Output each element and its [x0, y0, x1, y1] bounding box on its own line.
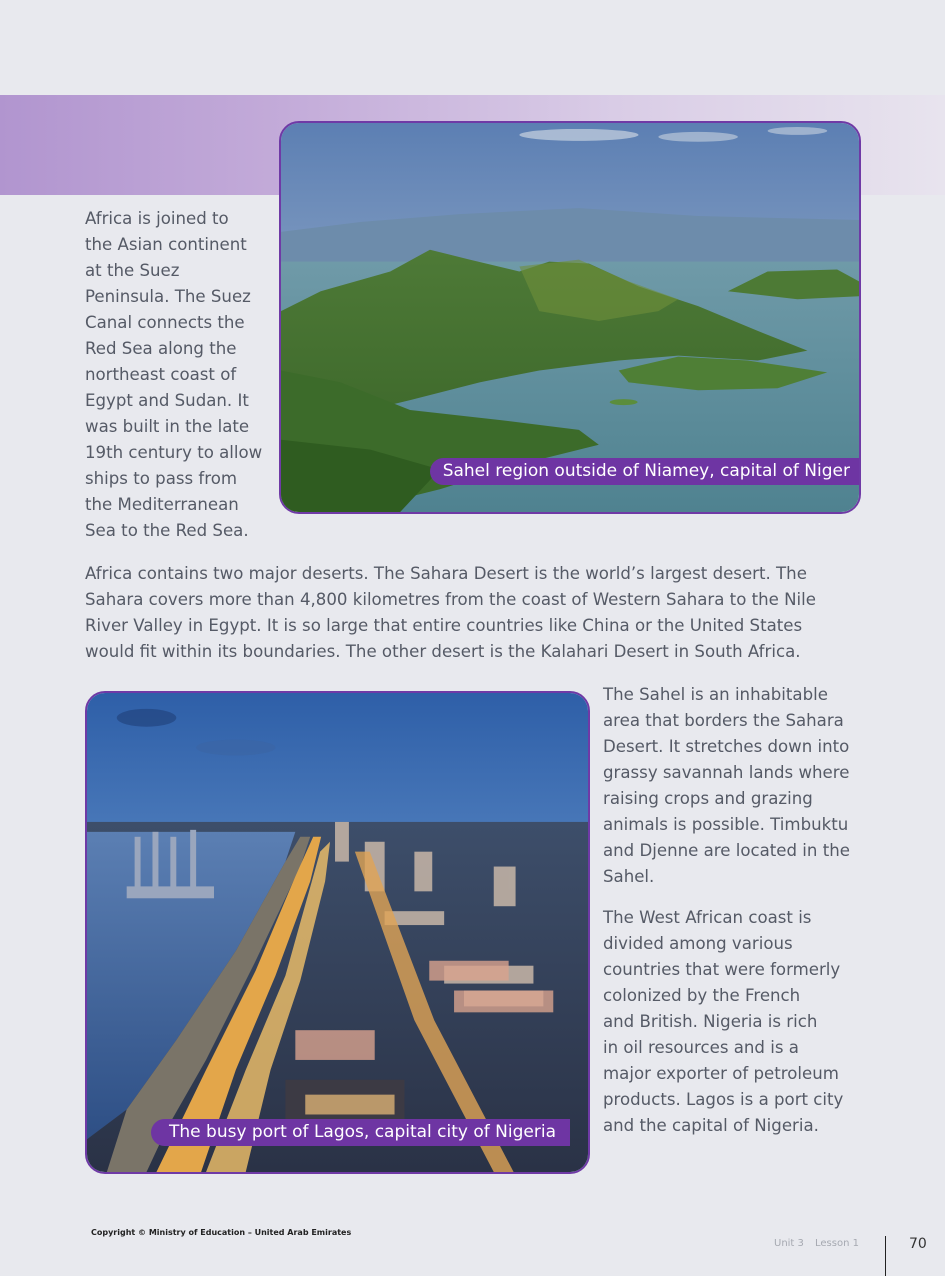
text-line: 19th century to allow [85, 443, 263, 462]
text-line: was built in the late [85, 417, 250, 436]
text-line: grassy savannah lands where [603, 763, 850, 782]
text-line: would fit within its boundaries. The other desert is the Kalahari Desert in South Africa. [85, 642, 801, 661]
copyright-notice: Copyright © Ministry of Education – United Arab Emirates [91, 1228, 352, 1237]
lagos-photo [85, 691, 590, 1174]
text-line: raising crops and grazing [603, 789, 813, 808]
text-line: colonized by the French [603, 986, 801, 1005]
text-line: Red Sea along the [85, 339, 237, 358]
footer-divider [885, 1236, 886, 1276]
text-line: Africa contains two major deserts. The Sahara Desert is the world’s largest desert. The [85, 564, 807, 583]
sahel-photo [279, 121, 861, 514]
sahel-landscape-image [281, 123, 859, 512]
text-line: Egypt and Sudan. It [85, 391, 249, 410]
text-line: and the capital of Nigeria. [603, 1116, 819, 1135]
text-line: Africa is joined to [85, 209, 229, 228]
text-line: Sea to the Red Sea. [85, 521, 249, 540]
text-line: The Sahel is an inhabitable [603, 685, 828, 704]
unit-label: Unit 3 [774, 1238, 804, 1249]
coast-paragraph [603, 905, 878, 1139]
lagos-photo-caption: The busy port of Lagos, capital city of Nigeria [151, 1119, 570, 1146]
text-line: Peninsula. The Suez [85, 287, 251, 306]
text-line: in oil resources and is a [603, 1038, 799, 1057]
text-line: and Djenne are located in the [603, 841, 850, 860]
text-line: major exporter of petroleum [603, 1064, 839, 1083]
text-line: The West African coast is [603, 908, 812, 927]
text-line: Desert. It stretches down into [603, 737, 850, 756]
text-line: the Mediterranean [85, 495, 239, 514]
intro-paragraph [85, 206, 275, 544]
text-line: animals is possible. Timbuktu [603, 815, 849, 834]
sahel-paragraph [603, 682, 878, 890]
text-line: River Valley in Egypt. It is so large that entire countries like China or the United States [85, 616, 803, 635]
text-line: divided among various [603, 934, 793, 953]
text-line: area that borders the Sahara [603, 711, 844, 730]
lesson-label: Lesson 1 [815, 1238, 859, 1249]
deserts-paragraph [85, 561, 865, 665]
text-line: countries that were formerly [603, 960, 841, 979]
text-line: Canal connects the [85, 313, 245, 332]
page-number: 70 [909, 1236, 927, 1252]
text-line: products. Lagos is a port city [603, 1090, 844, 1109]
text-line: ships to pass from [85, 469, 238, 488]
text-line: and British. Nigeria is rich [603, 1012, 818, 1031]
text-line: northeast coast of [85, 365, 237, 384]
text-line: Sahara covers more than 4,800 kilometres from the coast of Western Sahara to the Nile [85, 590, 816, 609]
text-line: at the Suez [85, 261, 180, 280]
lagos-city-image [87, 693, 588, 1172]
sahel-photo-caption: Sahel region outside of Niamey, capital of Niger [430, 458, 859, 485]
text-line: Sahel. [603, 867, 655, 886]
text-line: the Asian continent [85, 235, 247, 254]
